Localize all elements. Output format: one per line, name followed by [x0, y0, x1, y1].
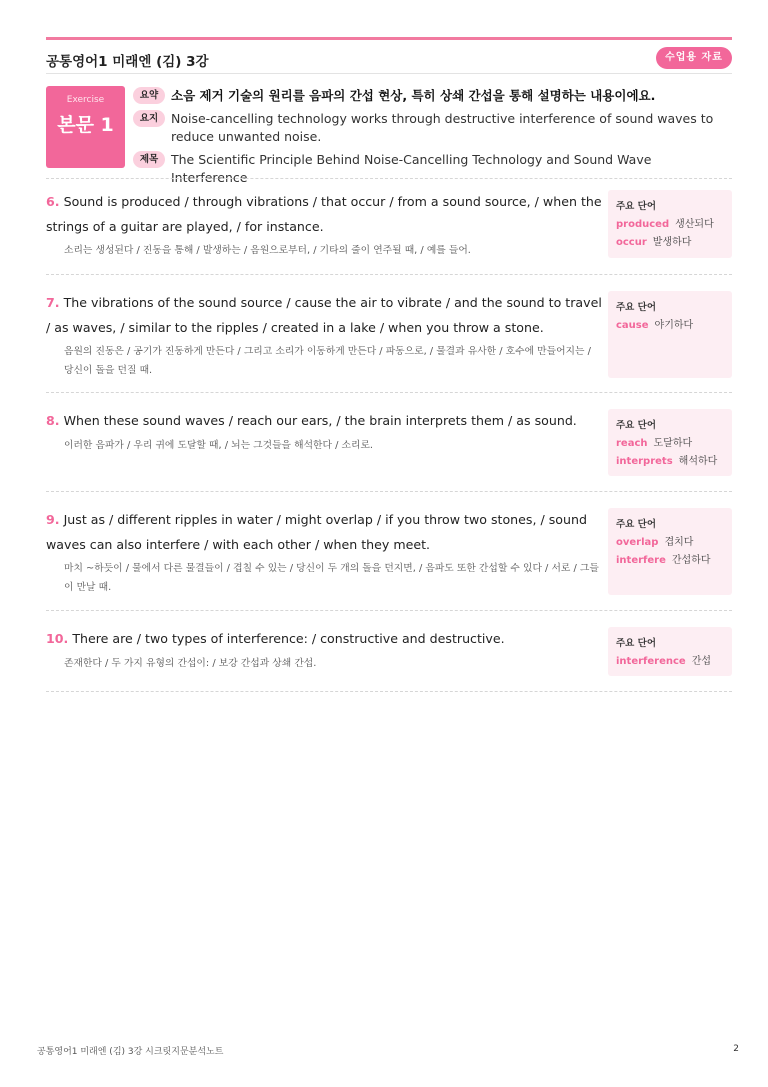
korean-translation: 존재한다 / 두 가지 유형의 간섭이: / 보강 간섭과 상쇄 간섭.	[64, 657, 317, 669]
divider	[46, 691, 732, 692]
english-sentence	[46, 409, 602, 434]
vocab-meaning: 발생하다	[652, 236, 692, 248]
english-sentence	[46, 627, 602, 652]
vocab-word: occur	[616, 236, 647, 248]
divider	[46, 610, 732, 611]
sentence-block	[46, 508, 602, 597]
vocab-box	[608, 190, 732, 258]
vocab-word: interference	[616, 656, 686, 667]
exercise-label: Exercise	[66, 95, 105, 105]
vocab-item	[616, 453, 724, 471]
sentence-text: There are / two types of interference: / constructive and destructive.	[72, 631, 505, 646]
summary-pill: 요약	[133, 87, 165, 104]
sentence-block	[46, 190, 602, 260]
vocab-item	[616, 234, 724, 252]
vocab-title: 주요 단어	[616, 201, 657, 212]
sentence-text: Sound is produced / through vibrations / that occur / from a sound source, / when the strings of a guitar are played, / for instance.	[46, 194, 602, 234]
english-sentence	[46, 291, 602, 340]
vocab-word: cause	[616, 320, 649, 331]
vocab-item	[616, 216, 724, 234]
vocab-meaning: 겹치다	[664, 537, 694, 548]
title-text: The Scientific Principle Behind Noise-Cancelling Technology and Sound Wave Interference	[171, 152, 652, 185]
sentence-text: When these sound waves / reach our ears, / the brain interprets them / as sound.	[63, 413, 577, 428]
vocab-meaning: 해석하다	[678, 455, 718, 467]
korean-translation: 음원의 진동은 / 공기가 진동하게 만든다 / 그리고 소리가 이동하게 만든다 / 파동으로, / 물결과 유사한 / 호수에 만들어지는 / 당신이 돌을 던질 때.	[64, 346, 591, 376]
sentence-number: 8.	[46, 413, 60, 428]
title-pill: 제목	[133, 151, 165, 168]
vocab-meaning: 간섭	[691, 656, 712, 667]
divider	[46, 178, 732, 179]
vocab-box	[608, 627, 732, 676]
sentence-text: The vibrations of the sound source / cause the air to vibrate / and the sound to travel / as waves, / similar to the ripples / created in a lake / when you throw a stone.	[46, 295, 602, 335]
vocab-meaning: 도달하다	[653, 438, 693, 449]
header-rule	[46, 37, 732, 40]
page-header	[46, 46, 732, 74]
vocab-word: interfere	[616, 554, 666, 566]
vocab-word: produced	[616, 219, 670, 230]
sentence-number: 7.	[46, 295, 60, 310]
sentence-block	[46, 409, 602, 455]
vocab-meaning: 간섭하다	[671, 554, 711, 566]
vocab-meaning: 생산되다	[675, 219, 714, 230]
sentence-number: 9.	[46, 512, 60, 527]
class-material-badge: 수업용 자료	[656, 47, 732, 69]
vocab-word: overlap	[616, 537, 659, 548]
vocab-item	[616, 435, 724, 453]
sentence-block	[46, 291, 602, 380]
vocab-item	[616, 317, 724, 335]
korean-translation: 마치 ~하듯이 / 물에서 다른 물결들이 / 겹칠 수 있는 / 당신이 두 개의 돌을 던지면, / 음파도 또한 간섭할 수 있다 / 서로 / 그들이 만날 때.	[64, 563, 599, 593]
summary-text: 소음 제거 기술의 원리를 음파의 간섭 현상, 특히 상쇄 간섭을 통해 설명하는 내용이에요.	[171, 88, 656, 103]
korean-translation: 이러한 음파가 / 우리 귀에 도달할 때, / 뇌는 그것들을 해석한다 / 소리로.	[64, 439, 374, 451]
gist-pill: 요지	[133, 110, 165, 127]
sentence-number: 10.	[46, 631, 69, 646]
gist-text: Noise-cancelling technology works through destructive interference of sound waves to reduce unwanted noise.	[171, 111, 714, 144]
english-sentence	[46, 508, 602, 557]
vocab-title: 주요 단어	[616, 302, 657, 313]
vocab-item	[616, 552, 724, 570]
sentence-block	[46, 627, 602, 673]
vocab-box	[608, 508, 732, 595]
vocab-title: 주요 단어	[616, 519, 657, 530]
vocab-word: interprets	[616, 455, 673, 467]
vocab-box	[608, 409, 732, 476]
vocab-meaning: 야기하다	[654, 320, 694, 331]
divider	[46, 274, 732, 275]
book-title: 공통영어1 미래엔 (김) 3강	[46, 54, 209, 70]
footer-text: 공통영어1 미래엔 (김) 3강 시크릿지문분석노트	[37, 1047, 224, 1057]
vocab-title: 주요 단어	[616, 420, 657, 431]
vocab-item	[616, 534, 724, 552]
exercise-number: 본문 1	[57, 114, 114, 136]
vocab-title: 주요 단어	[616, 638, 657, 649]
divider	[46, 491, 732, 492]
vocab-item	[616, 653, 724, 671]
page-number: 2	[733, 1044, 739, 1054]
divider	[46, 392, 732, 393]
korean-translation: 소리는 생성된다 / 진동을 통해 / 발생하는 / 음원으로부터, / 기타의 줄이 연주될 때, / 예를 들어.	[64, 245, 471, 256]
exercise-box	[46, 86, 125, 168]
sentence-text: Just as / different ripples in water / might overlap / if you throw two stones, / sound waves can also interfere / with each other / when they meet.	[46, 512, 587, 552]
english-sentence	[46, 190, 602, 239]
vocab-box	[608, 291, 732, 378]
sentence-number: 6.	[46, 194, 60, 209]
vocab-word: reach	[616, 438, 648, 449]
